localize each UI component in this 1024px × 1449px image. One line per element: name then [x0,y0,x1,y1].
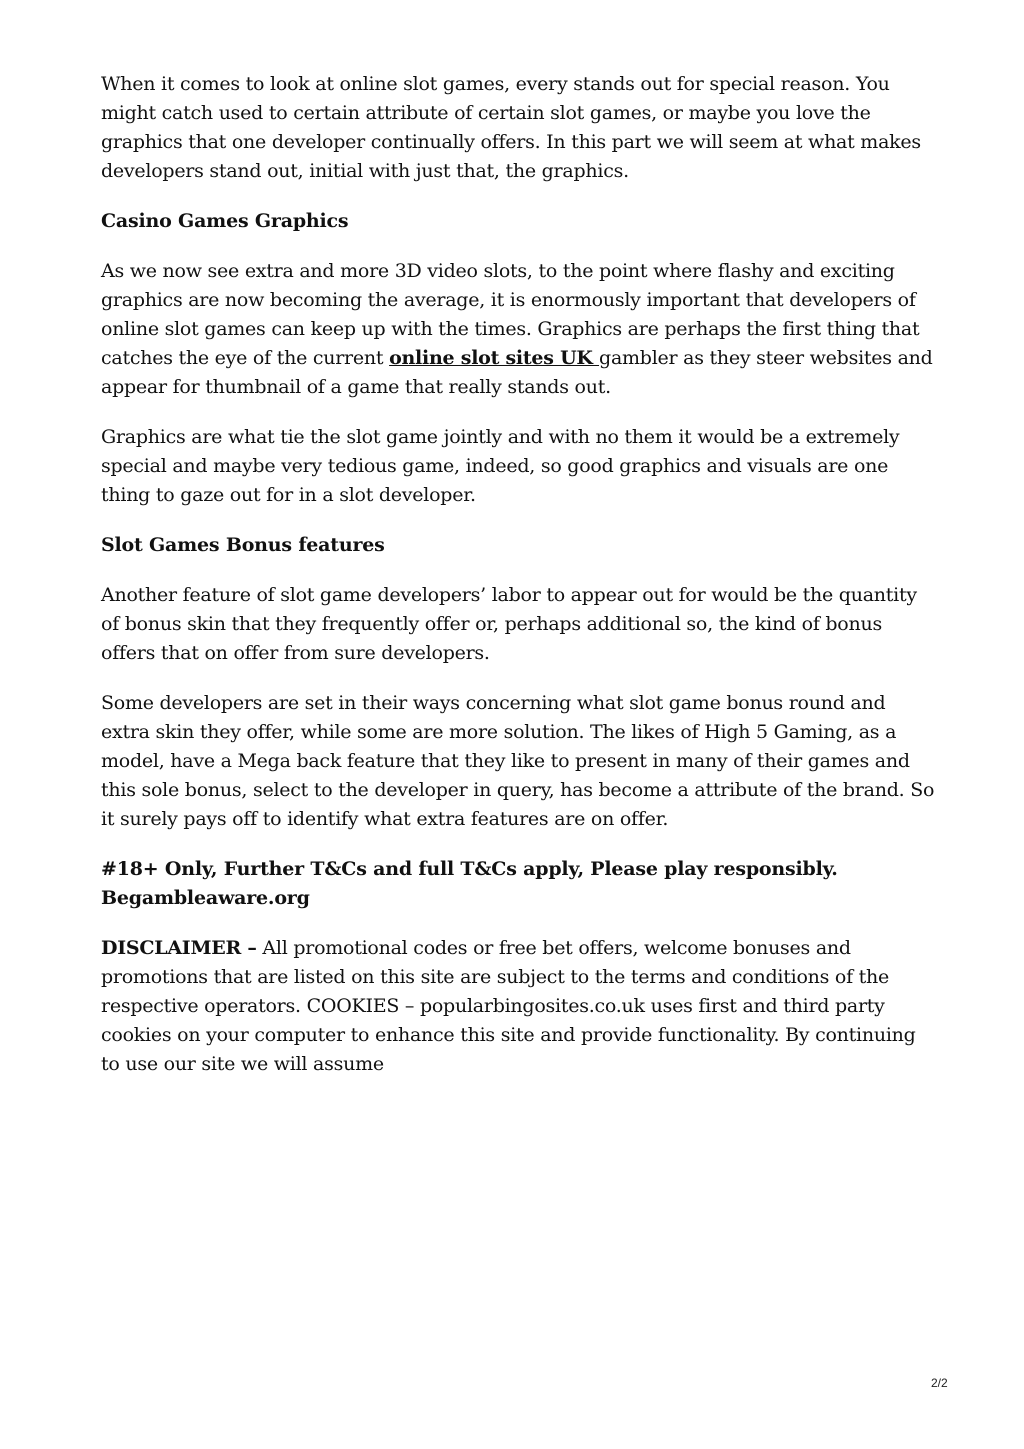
article-body [101,70,936,1100]
heading-casino-games-graphics: Casino Games Graphics [101,210,349,232]
responsible-gambling-line-2: Begambleaware.org [101,887,310,909]
intro-paragraph: When it comes to look at online slot games, every stands out for special reason. You might catch used to certain attribute of certain slot games, or maybe you love the graphics that one developer continually offers. In this part we will seem at what makes developers stand out, initial with just that, the graphics. [101,73,921,182]
online-slot-sites-uk-link[interactable]: online slot sites UK [389,347,600,369]
bonus-paragraph-2: Some developers are set in their ways concerning what slot game bonus round and extra skin they offer, while some are more solution. The likes of High 5 Gaming, as a model, have a Mega back feature that they like to present in many of their games and this sole bonus, select to the developer in query, has become a attribute of the brand. So it surely pays off to identify what extra features are on offer. [101,692,935,830]
page-number: 2/2 [931,1376,948,1390]
graphics-paragraph-1-end: gambler as they steer websites and appear for thumbnail of a game that really stands out. [101,347,933,398]
graphics-paragraph-1 [101,257,936,402]
heading-slot-games-bonus-features: Slot Games Bonus features [101,534,385,556]
responsible-gambling-line-1: #18+ Only, Further T&Cs and full T&Cs apply, Please play responsibly. [101,858,838,880]
disclaimer-paragraph [101,934,936,1079]
disclaimer-label: DISCLAIMER – [101,937,257,959]
graphics-paragraph-1-start: As we now see extra and more 3D video slots, to the point where flashy and exciting graphics are now becoming the average, it is enormously important that developers of online slot games can keep up with the times. Graphics are perhaps the first thing that catches the eye of the current [101,260,920,369]
graphics-paragraph-2: Graphics are what tie the slot game jointly and with no them it would be a extremely special and maybe very tedious game, indeed, so good graphics and visuals are one thing to gaze out for in a slot developer. [101,426,900,506]
responsible-gambling-notice [101,855,936,913]
disclaimer-text: All promotional codes or free bet offers, welcome bonuses and promotions that are listed on this site are subject to the terms and conditions of the respective operators. COOKIES – popularbingosites.co.uk uses first and third party cookies on your computer to enhance this site and provide functionality. By continuing to use our site we will assume [101,937,916,1075]
bonus-paragraph-1: Another feature of slot game developers’ labor to appear out for would be the quantity of bonus skin that they frequently offer or, perhaps additional so, the kind of bonus offers that on offer from sure developers. [101,584,917,664]
